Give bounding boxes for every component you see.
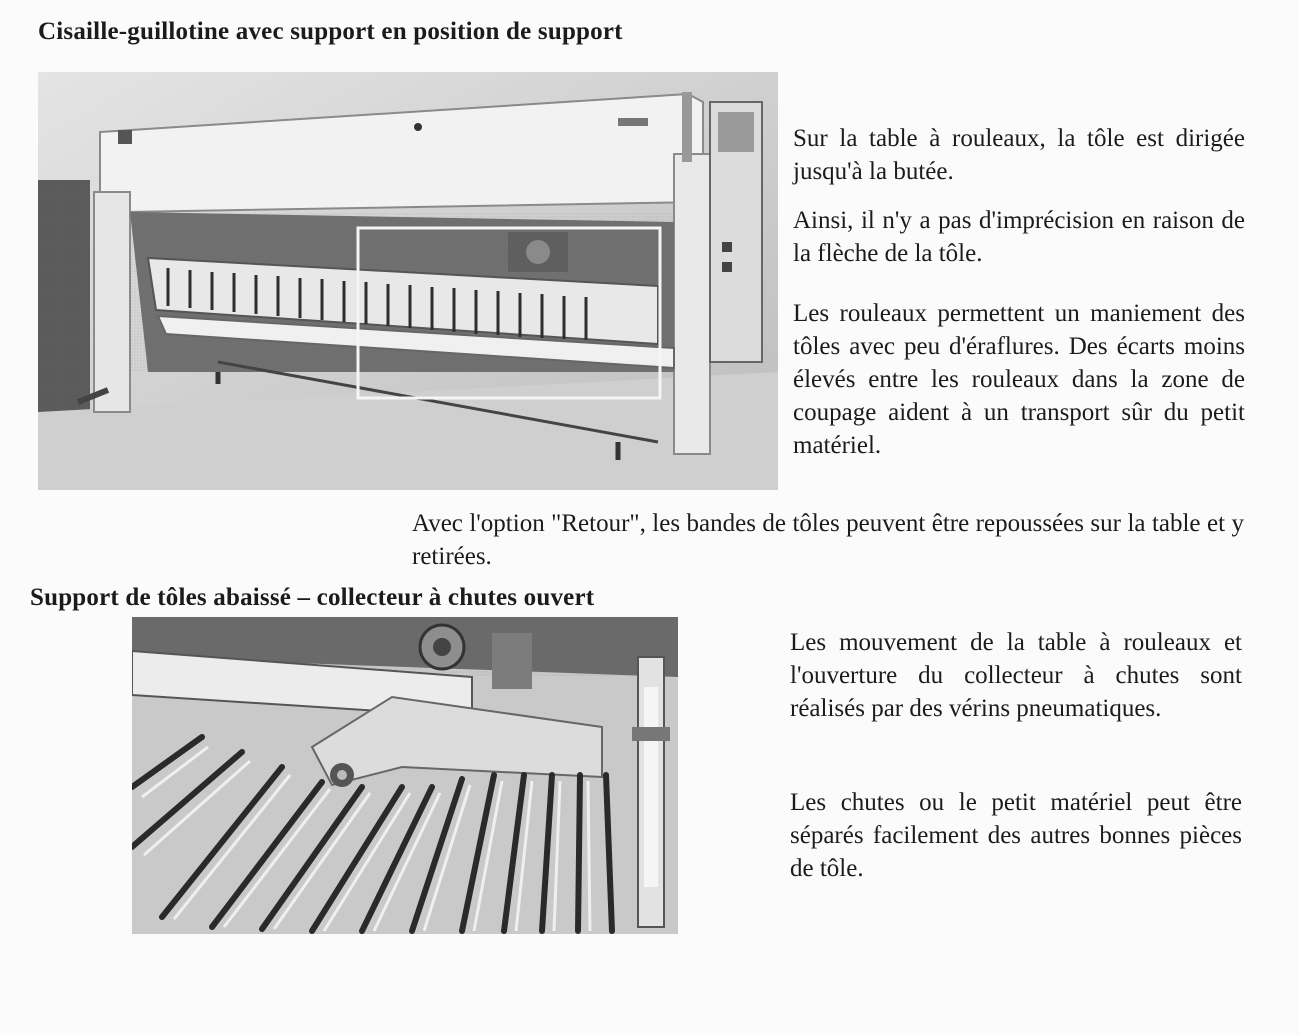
- section2-paragraph-1: Les mouvement de la table à rouleaux et l'ouverture du collecteur à chutes sont réalisés par des vérins pneumatiques.: [790, 629, 1242, 722]
- section1-note: Avec l'option "Retour", les bandes de tôles peuvent être repoussées sur la table et y retirées.: [412, 510, 1244, 570]
- section2-heading: Support de tôles abaissé – collecteur à chutes ouvert: [30, 584, 595, 611]
- scrap-collector-illustration: [132, 617, 678, 934]
- section1-paragraph-2: Ainsi, il n'y a pas d'imprécision en raison de la flèche de la tôle.: [793, 207, 1245, 267]
- section1-paragraph-1: Sur la table à rouleaux, la tôle est dirigée jusqu'à la butée.: [793, 125, 1245, 185]
- section1-paragraph-3: Les rouleaux permettent un maniement des tôles avec peu d'éraflures. Des écarts moins élevés entre les rouleaux dans la zone de coupage aident à un transport sûr du petit matériel.: [793, 300, 1245, 459]
- guillotine-shear-illustration: [38, 72, 778, 490]
- section2-paragraph-2: Les chutes ou le petit matériel peut être séparés facilement des autres bonnes pièces de tôle.: [790, 789, 1242, 882]
- section1-heading: Cisaille-guillotine avec support en position de support: [38, 18, 623, 45]
- guillotine-shear-photo: [38, 72, 778, 490]
- scrap-collector-photo: [132, 617, 678, 934]
